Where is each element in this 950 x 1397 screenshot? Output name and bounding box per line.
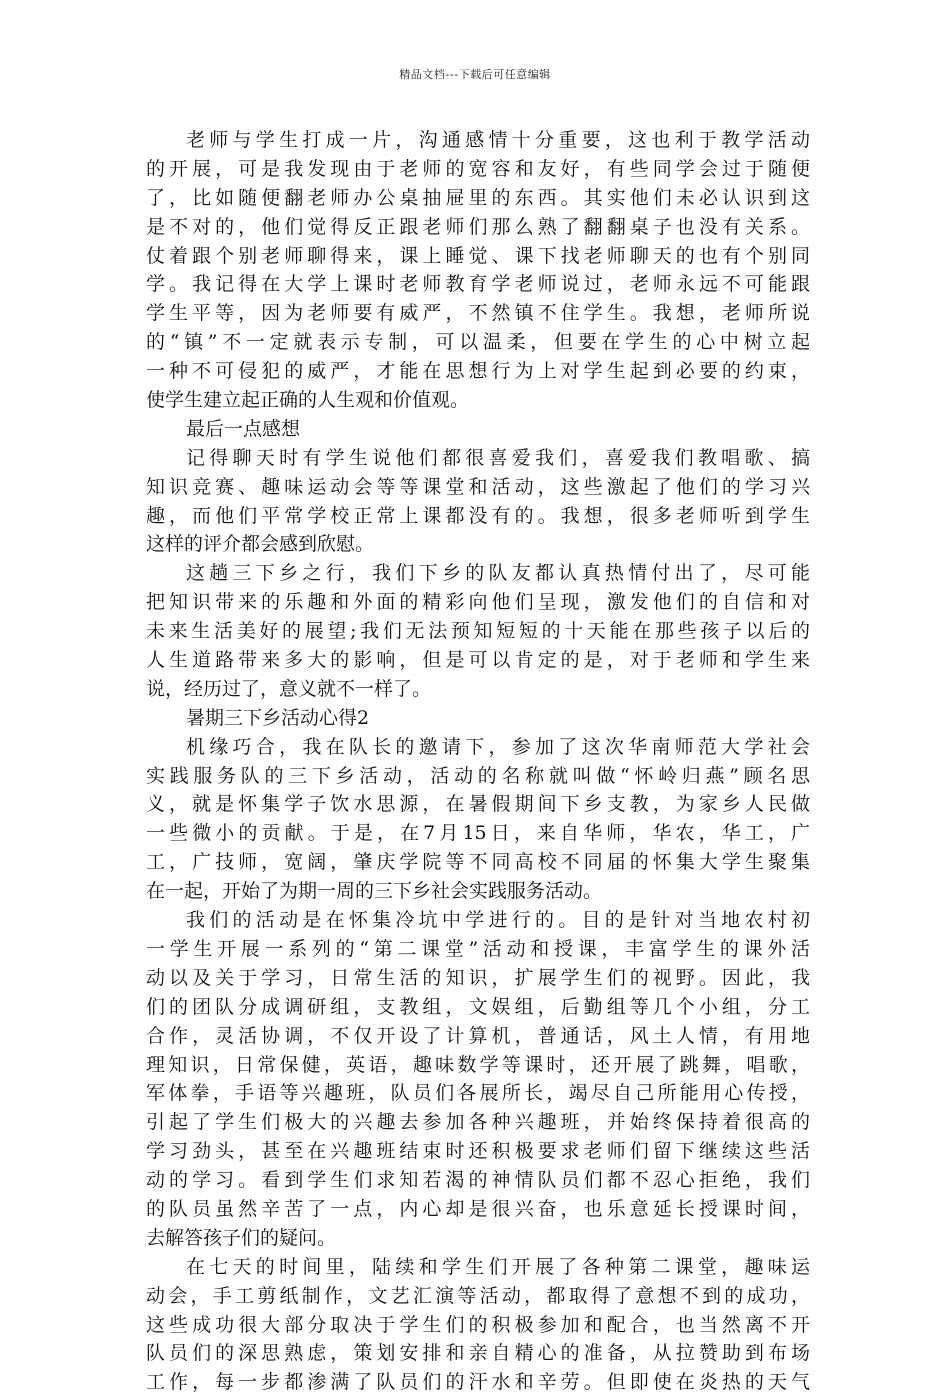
text-line: 人生道路带来多大的影响，但是可以肯定的是，对于老师和学生来 bbox=[146, 649, 810, 672]
text-line: 一种不可侵犯的威严，才能在思想行为上对学生起到必要的约束， bbox=[146, 360, 810, 383]
text-line: 动的学习。看到学生们求知若渴的神情队员们都不忍心拒绝，我们 bbox=[146, 1169, 810, 1192]
text-line: 这趟三下乡之行，我们下乡的队友都认真热情付出了，尽可能 bbox=[186, 562, 810, 585]
document-body bbox=[146, 126, 810, 1397]
text-line: 一些微小的贡献。于是，在7月15日，来自华师，华农，华工，广 bbox=[146, 822, 810, 845]
text-line: 工作，每一步都渗满了队员们的汗水和辛劳。但即使在炎热的天气 bbox=[146, 1371, 810, 1394]
text-line: 最后一点感想 bbox=[186, 417, 301, 440]
text-line: 说，经历过了，意义就不一样了。 bbox=[146, 677, 432, 700]
text-line: 知识竞赛、趣味运动会等等课堂和活动，这些激起了他们的学习兴 bbox=[146, 475, 810, 498]
text-line: 一学生开展一系列的“第二课堂”活动和授课，丰富学生的课外活 bbox=[146, 937, 810, 960]
text-line: 们的团队分成调研组，支教组，文娱组，后勤组等几个小组，分工 bbox=[146, 995, 810, 1018]
text-line: 机缘巧合，我在队长的邀请下，参加了这次华南师范大学社会 bbox=[186, 735, 810, 758]
text-line: 的“镇”不一定就表示专制，可以温柔，但要在学生的心中树立起 bbox=[146, 331, 810, 354]
text-line: 暑期三下乡活动心得2 bbox=[186, 706, 370, 729]
text-line: 老师与学生打成一片，沟通感情十分重要，这也利于教学活动 bbox=[186, 129, 810, 151]
text-line: 在七天的时间里，陆续和学生们开展了各种第二课堂，趣味运 bbox=[186, 1255, 810, 1278]
text-line: 未来生活美好的展望;我们无法预知短短的十天能在那些孩子以后的 bbox=[146, 620, 810, 643]
text-line: 引起了学生们极大的兴趣去参加各种兴趣班，并始终保持着很高的 bbox=[146, 1111, 810, 1134]
text-line: 仗着跟个别老师聊得来，课上睡觉、课下找老师聊天的也有个别同 bbox=[146, 244, 810, 267]
text-line: 动会，手工剪纸制作，文艺汇演等活动，都取得了意想不到的成功， bbox=[146, 1284, 810, 1307]
text-line: 这样的评介都会感到欣慰。 bbox=[146, 533, 375, 556]
text-line: 理知识，日常保健，英语，趣味数学等课时，还开展了跳舞，唱歌， bbox=[146, 1053, 810, 1076]
text-line: 这些成功很大部分取决于学生们的积极参加和配合，也当然离不开 bbox=[146, 1313, 810, 1336]
text-line: 的队员虽然辛苦了一点，内心却是很兴奋，也乐意延长授课时间， bbox=[146, 1197, 810, 1220]
text-line: 使学生建立起正确的人生观和价值观。 bbox=[146, 389, 470, 412]
text-line: 的开展，可是我发现由于老师的宽容和友好，有些同学会过于随便 bbox=[146, 157, 810, 180]
text-line: 学生平等，因为老师要有威严，不然镇不住学生。我想，老师所说 bbox=[146, 302, 810, 325]
text-line: 去解答孩子们的疑问。 bbox=[146, 1226, 337, 1249]
text-line: 记得聊天时有学生说他们都很喜爱我们，喜爱我们教唱歌、搞 bbox=[186, 446, 810, 469]
text-line: 实践服务队的三下乡活动，活动的名称就叫做“怀岭归燕”顾名思 bbox=[146, 764, 810, 787]
text-line: 是不对的，他们觉得反正跟老师们那么熟了翻翻桌子也没有关系。 bbox=[146, 215, 810, 238]
page-header: 精品文档---下载后可任意编辑 bbox=[399, 68, 551, 81]
text-line: 我们的活动是在怀集冷坑中学进行的。目的是针对当地农村初 bbox=[186, 909, 810, 932]
text-line: 动以及关于学习，日常生活的知识，扩展学生们的视野。因此，我 bbox=[146, 966, 810, 989]
text-line: 学。我记得在大学上课时老师教育学老师说过，老师永远不可能跟 bbox=[146, 273, 810, 296]
text-line: 把知识带来的乐趣和外面的精彩向他们呈现，激发他们的自信和对 bbox=[146, 591, 810, 614]
text-line: 队员们的深思熟虑，策划安排和亲自精心的准备，从拉赞助到布场 bbox=[146, 1342, 810, 1365]
text-line: 了，比如随便翻老师办公桌抽屉里的东西。其实他们未必认识到这 bbox=[146, 186, 810, 209]
text-line: 工，广技师，宽阔，肇庆学院等不同高校不同届的怀集大学生聚集 bbox=[146, 851, 810, 874]
text-line: 在一起，开始了为期一周的三下乡社会实践服务活动。 bbox=[146, 880, 603, 903]
text-line: 义，就是怀集学子饮水思源，在暑假期间下乡支教，为家乡人民做 bbox=[146, 793, 810, 816]
text-line: 军体拳，手语等兴趣班，队员们各展所长，竭尽自己所能用心传授， bbox=[146, 1082, 810, 1105]
text-line: 合作，灵活协调，不仅开设了计算机，普通话，风土人情，有用地 bbox=[146, 1024, 810, 1047]
text-line: 学习劲头，甚至在兴趣班结束时还积极要求老师们留下继续这些活 bbox=[146, 1140, 810, 1163]
text-line: 趣，而他们平常学校正常上课都没有的。我想，很多老师听到学生 bbox=[146, 504, 810, 527]
